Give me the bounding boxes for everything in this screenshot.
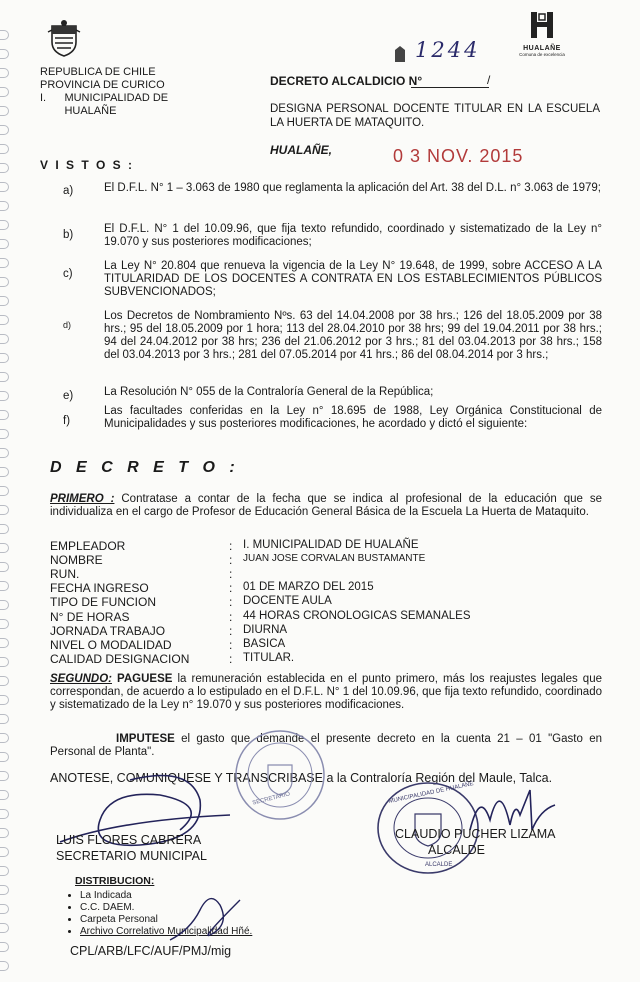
spiral-ring [0,353,9,363]
field-colon: : [229,637,233,652]
vistos-letter: b) [63,229,74,241]
spiral-ring [0,486,9,496]
spiral-ring [0,657,9,667]
spiral-ring [0,296,9,306]
field-label: N° DE HORAS [50,609,130,624]
secretary-title: SECRETARIO MUNICIPAL [56,849,207,863]
segundo-paragraph [50,673,602,712]
spiral-ring [0,505,9,515]
issuer-line: PROVINCIA DE CURICO [40,79,165,91]
decreto-title: D E C R E T O : [50,459,240,476]
spiral-ring [0,125,9,135]
issuer-line: REPUBLICA DE CHILE [40,66,156,78]
mayor-stamp-text: MUNICIPALIDAD DE HUALAÑE [388,781,475,805]
anotese-line: ANOTESE, COMUNIQUESE Y TRANSCRIBASE a la Contraloría Región del Maule, Talca. [50,771,553,785]
vistos-letter: e) [63,390,74,402]
vistos-title: V I S T O S : [40,158,135,172]
spiral-ring [0,182,9,192]
vistos-letter: a) [63,185,74,197]
list-item: • Archivo Correlativo Municipalidad Hñé. [80,926,252,938]
field-value: 44 HORAS CRONOLOGICAS SEMANALES [243,609,471,622]
spiral-ring [0,733,9,743]
spiral-ring [0,809,9,819]
field-label: NIVEL O MODALIDAD [50,637,172,652]
spiral-ring [0,372,9,382]
decree-number: 1244 [415,38,481,62]
initials-signature-icon [160,880,250,950]
vistos-item: El D.F.L. N° 1 – 3.063 de 1980 que reglamenta la aplicación del Art. 38 del D.L. n° 3.063 de 1979; [104,182,601,194]
issuer-line: HUALAÑE [40,105,117,117]
spiral-ring [0,334,9,344]
field-value: 01 DE MARZO DEL 2015 [243,581,374,594]
spiral-ring [0,676,9,686]
spiral-ring [0,942,9,952]
spiral-ring [0,391,9,401]
spiral-ring [0,220,9,230]
spiral-ring [0,771,9,781]
field-value: DOCENTE AULA [243,595,332,608]
list-item: • Carpeta Personal [80,914,252,926]
spiral-ring [0,828,9,838]
list-item: • La Indicada [80,890,252,902]
segundo-keyword: PAGUESE [117,673,173,685]
vistos-letter: c) [63,268,73,280]
spiral-ring [0,961,9,971]
field-label: CALIDAD DESIGNACION [50,651,190,666]
issuer-block [40,66,168,118]
field-value: DIURNA [243,623,288,636]
spiral-ring [0,448,9,458]
secretary-stamp-text: SECRETARIO [251,791,291,807]
list-item: • C.C. DAEM. [80,902,252,914]
date-stamp: 0 3 NOV. 2015 [393,146,524,166]
spiral-ring [0,87,9,97]
field-colon: : [229,581,233,596]
spiral-ring [0,315,9,325]
decree-number-line [411,87,489,88]
logo-text: HUALAÑE [523,45,561,52]
spiral-ring [0,201,9,211]
logo-subtext: Comuna de excelencia [519,52,565,57]
secretary-stamp-icon [230,725,330,825]
spiral-ring [0,600,9,610]
decree-label: DECRETO ALCALDICIO N° [270,74,423,88]
vistos-letter: d) [63,320,72,330]
vistos-item: El D.F.L. N° 1 del 10.09.96, que fija texto refundido, coordinado y sistematizado de la Ley n° 19.070 y sus posteriores modificaciones; [104,223,602,248]
spiral-ring [0,239,9,249]
spiral-ring [0,714,9,724]
field-colon: : [229,623,233,638]
mayor-title: ALCALDE [428,843,485,857]
spiral-ring [0,429,9,439]
spiral-ring [0,904,9,914]
spiral-ring [0,410,9,420]
spiral-ring [0,752,9,762]
field-label: TIPO DE FUNCION [50,595,157,610]
spiral-ring [0,258,9,268]
spiral-ring [0,467,9,477]
field-value: TITULAR. [243,651,295,664]
field-colon: : [229,553,233,568]
distribution-title: DISTRIBUCION: [75,875,155,887]
decree-slash: / [487,73,491,87]
spiral-binding [0,0,14,982]
spiral-ring [0,619,9,629]
secretary-name: LUIS FLORES CABRERA [56,833,202,847]
spiral-ring [0,581,9,591]
field-value: BASICA [243,637,286,650]
field-colon: : [229,567,233,582]
field-label: FECHA INGRESO [50,581,149,596]
primero-text: Contratase a contar de la fecha que se indica al profesional de la educación que se individualiza en el cargo de Profesor de Educación General Básica de la Escuela La Huerta de Mataquito. [50,493,602,518]
spiral-ring [0,638,9,648]
field-value: I. MUNICIPALIDAD DE HUALAÑE [243,539,419,551]
spiral-ring [0,847,9,857]
field-colon: : [229,539,233,553]
mayor-stamp-bottom: ALCALDE [425,862,453,868]
segundo-text: la remuneración establecida en el punto primero, más los reajustes legales que correspondan, de acuerdo a lo estipulado en el D.F.L. N° 1 del 10.09.96, que fija texto refundido, coordinado y sistematizado de la Ley n° 19.070 y sus posteriores modificaciones. [50,673,602,711]
vistos-item: La Resolución N° 055 de la Contraloría General de la República; [104,386,434,398]
spiral-ring [0,277,9,287]
vistos-item: Las facultades conferidas en la Ley n° 18.695 de 1988, Ley Orgánica Constitucional de Municipalidades y sus posteriores modificaciones, he acordado y dictó el siguiente: [104,405,602,430]
segundo-label: SEGUNDO: [50,673,112,685]
spiral-ring [0,49,9,59]
typist-initials: CPL/ARB/LFC/AUF/PMJ/mig [70,944,232,958]
imputese-label: IMPUTESE [116,733,175,745]
spiral-ring [0,543,9,553]
mayor-name: CLAUDIO PUCHER LIZAMA [395,827,556,841]
spiral-ring [0,163,9,173]
field-colon: : [229,651,233,666]
spiral-ring [0,68,9,78]
spiral-ring [0,562,9,572]
field-label: NOMBRE [50,553,103,568]
hualane-logo-icon [527,10,557,40]
spiral-ring [0,923,9,933]
place-label: HUALAÑE, [270,143,332,157]
spiral-ring [0,106,9,116]
field-colon: : [229,609,233,624]
vistos-letter: f) [63,415,71,427]
stamp-mark-icon [392,44,408,64]
field-value: JUAN JOSE CORVALAN BUSTAMANTE [243,553,426,565]
spiral-ring [0,524,9,534]
spiral-ring [0,790,9,800]
spiral-ring [0,144,9,154]
decree-subject: DESIGNA PERSONAL DOCENTE TITULAR EN LA ESCUELA LA HUERTA DE MATAQUITO. [270,103,600,129]
imputese-text: el gasto que demande el presente decreto en la cuenta 21 – 01 "Gasto en Personal de Planta". [50,733,602,758]
field-colon: : [229,595,233,610]
field-label: RUN. [50,567,80,582]
spiral-ring [0,885,9,895]
vistos-item: Los Decretos de Nombramiento Nºs. 63 del 14.04.2008 por 38 hrs.; 126 del 18.05.2009 por 38 hrs.; 95 del 18.05.2009 por 1 hora; 113 del 28.04.2010 por 38 hrs; 99 del 19.04.2011 por 38 hrs.; 94 del 24.04.2012 por 38 hrs; 236 del 21.06.2012 por 3 hrs.; 81 del 03.04.2013 por 38 hrs.; 158 del 03.04.2013 por 3 hrs.; 281 del 07.05.2014 por 41 hrs.; 86 del 08.04.2014 por 3 hrs.; [104,310,602,361]
municipal-logo [518,10,566,57]
spiral-ring [0,30,9,40]
primero-paragraph [50,493,602,519]
coat-of-arms-icon [46,18,82,58]
spiral-ring [0,695,9,705]
vistos-item: La Ley N° 20.804 que renueva la vigencia de la Ley N° 19.648, de 1999, sobre ACCESO A LA TITULARIDAD DE LOS DOCENTES A CONTRATA EN LOS ESTABLECIMIENTOS PÚBLICOS SUBVENCIONADOS; [104,260,602,298]
primero-label: PRIMERO : [50,493,115,505]
spiral-ring [0,866,9,876]
field-label: JORNADA TRABAJO [50,623,166,638]
issuer-line: I. MUNICIPALIDAD DE [40,92,169,104]
field-label: EMPLEADOR [50,539,126,553]
